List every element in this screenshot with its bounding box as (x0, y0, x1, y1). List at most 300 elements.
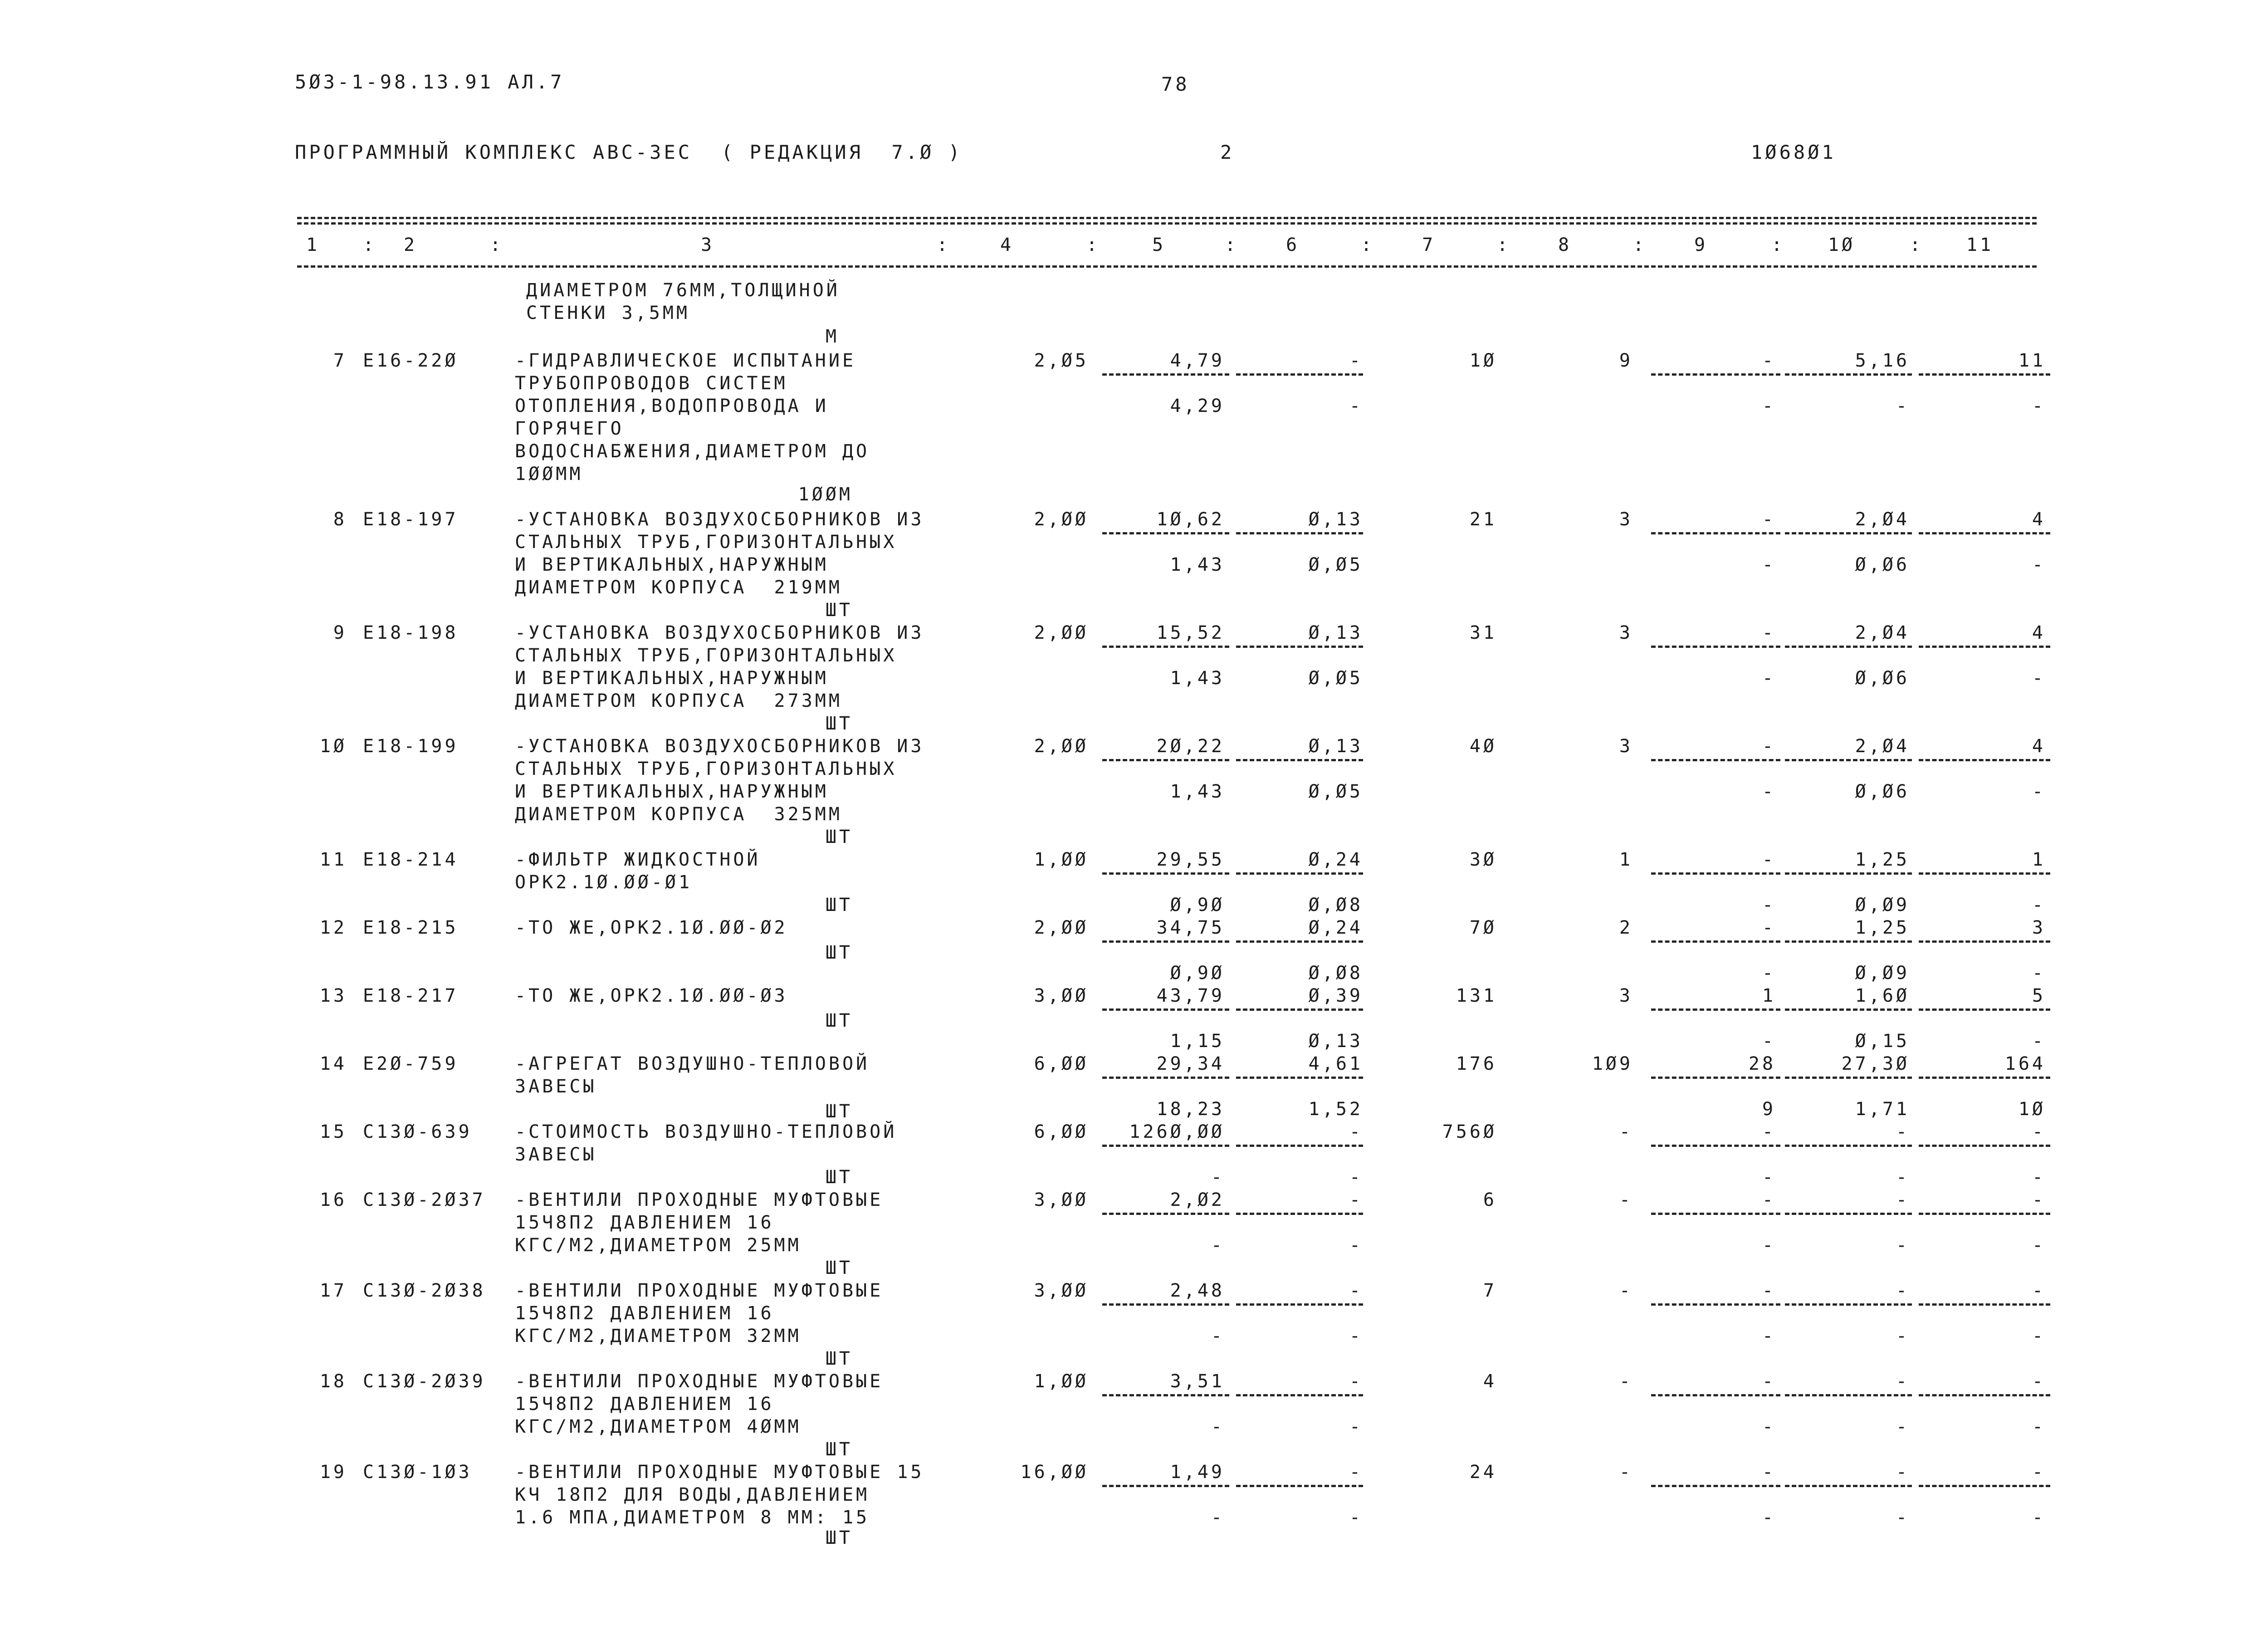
cell-col10-top: 2,Ø4 (1855, 509, 1910, 530)
cell-col5-top: 3,51 (1170, 1371, 1225, 1392)
cell-col7: 176 (1456, 1053, 1497, 1074)
row-description-line: СТАЛЬНЫХ ТРУБ,ГОРИЗОНТАЛЬНЫХ (515, 759, 897, 779)
cell-divider-rule (1236, 532, 1363, 534)
cell-divider-rule (1919, 1303, 2050, 1306)
cell-col5-top: 43,79 (1156, 985, 1225, 1006)
section-number: 2 (1220, 141, 1235, 163)
cell-col8: 3 (1619, 622, 1633, 643)
cell-col11-bottom: - (2032, 396, 2046, 416)
row-description-line: И ВЕРТИКАЛЬНЫХ,НАРУЖНЫМ (515, 668, 829, 689)
row-description-line: -ВЕНТИЛИ ПРОХОДНЫЕ МУФТОВЫЕ (515, 1280, 884, 1301)
cell-divider-rule (1102, 373, 1229, 376)
cell-divider-rule (1785, 646, 1912, 648)
cell-col11-top: - (2032, 1280, 2046, 1301)
cell-col11-top: 5 (2032, 985, 2046, 1006)
cell-divider-rule (1102, 940, 1229, 943)
cell-col6-top: - (1349, 1280, 1363, 1301)
cell-col9-bottom: - (1762, 554, 1776, 575)
cell-col9-bottom: - (1762, 1326, 1776, 1346)
cell-divider-rule (1785, 373, 1912, 376)
page-number: 78 (1161, 73, 1190, 95)
cell-col6-top: - (1349, 350, 1363, 371)
cell-col10-top: - (1896, 1121, 1910, 1142)
row-unit: ШТ (825, 1101, 853, 1122)
cell-col5-top: 2Ø,22 (1156, 736, 1225, 757)
cell-col6-top: Ø,13 (1308, 622, 1363, 643)
cell-col11-bottom: - (2032, 963, 2046, 984)
program-title: ПРОГРАММНЫЙ КОМПЛЕКС АВС-3ЕС (295, 141, 693, 163)
row-description-line: 1ØØММ (515, 464, 583, 485)
cell-col6-bottom: - (1349, 396, 1363, 416)
row-unit: ШТ (825, 1258, 853, 1278)
cell-divider-rule (1651, 1303, 1780, 1306)
row-code: Е18-199 (363, 736, 459, 757)
cell-col11-top: 4 (2032, 622, 2046, 643)
cell-divider-rule (1651, 940, 1780, 943)
cell-divider-rule (1102, 1485, 1229, 1487)
column-separator: : (490, 235, 504, 255)
cell-col9-top: - (1762, 1371, 1776, 1392)
row-number: 17 (319, 1280, 347, 1301)
cell-divider-rule (1236, 1077, 1363, 1079)
row-code: Е16-22Ø (363, 350, 459, 371)
row-unit: ШТ (825, 942, 853, 963)
cell-divider-rule (1785, 940, 1912, 943)
row-description-line: ДИАМЕТРОМ КОРПУСА 273ММ (515, 690, 842, 711)
cell-col8: 9 (1619, 350, 1633, 371)
cell-col8: 3 (1619, 509, 1633, 530)
cell-divider-rule (1785, 759, 1912, 761)
row-number: 1Ø (319, 736, 347, 757)
cell-col9-top: - (1762, 622, 1776, 643)
row-description-line: -СТОИМОСТЬ ВОЗДУШНО-ТЕПЛОВОЙ (515, 1121, 897, 1142)
cell-col10-bottom: - (1896, 1326, 1910, 1346)
cell-divider-rule (1102, 1008, 1229, 1011)
column-separator: : (1225, 235, 1239, 255)
cell-divider-rule (1919, 373, 2050, 376)
cell-col8: 1 (1619, 849, 1633, 870)
cell-col6-bottom: Ø,Ø5 (1308, 668, 1363, 689)
column-separator: : (1497, 235, 1511, 255)
cell-col9-top: 28 (1748, 1053, 1776, 1074)
row-number: 15 (319, 1121, 347, 1142)
cell-quantity: 2,ØØ (1034, 736, 1089, 757)
cell-col10-bottom: Ø,15 (1855, 1031, 1910, 1052)
row-description-line: ЗАВЕСЫ (515, 1076, 597, 1097)
cell-quantity: 3,ØØ (1034, 985, 1089, 1006)
cell-col9-bottom: - (1762, 963, 1776, 984)
column-separator: : (1910, 235, 1924, 255)
cell-col5-bottom: 4,29 (1170, 396, 1225, 416)
row-description-line: -УСТАНОВКА ВОЗДУХОСБОРНИКОВ ИЗ (515, 622, 924, 643)
row-description-line: -УСТАНОВКА ВОЗДУХОСБОРНИКОВ ИЗ (515, 509, 924, 530)
column-separator: : (1361, 235, 1375, 255)
row-unit: ШТ (825, 1527, 853, 1548)
cell-col10-top: - (1896, 1280, 1910, 1301)
continuation-line: СТЕНКИ 3,5ММ (526, 303, 690, 323)
cell-col6-bottom: Ø,13 (1308, 1031, 1363, 1052)
cell-col11-bottom: - (2032, 781, 2046, 802)
row-description-line: ЗАВЕСЫ (515, 1144, 597, 1165)
row-code: Е2Ø-759 (363, 1053, 459, 1074)
cell-col5-bottom: - (1211, 1326, 1225, 1346)
cell-col9-top: - (1762, 1190, 1776, 1210)
column-separator: : (937, 235, 951, 255)
cell-col5-bottom: - (1211, 1235, 1225, 1256)
cell-divider-rule (1919, 940, 2050, 943)
row-number: 19 (319, 1462, 347, 1483)
column-number: 6 (1286, 235, 1300, 255)
cell-divider-rule (1102, 872, 1229, 875)
cell-divider-rule (1651, 872, 1780, 875)
column-separator: : (1086, 235, 1100, 255)
cell-col10-bottom: - (1896, 396, 1910, 416)
cell-col11-bottom: - (2032, 1507, 2046, 1528)
row-unit: 1ØØМ (798, 484, 853, 505)
cell-col5-bottom: - (1211, 1507, 1225, 1528)
cell-col5-top: 4,79 (1170, 350, 1225, 371)
cell-divider-rule (1651, 1008, 1780, 1011)
cell-divider-rule (1785, 1213, 1912, 1215)
cell-col9-bottom: - (1762, 396, 1776, 416)
row-number: 8 (333, 509, 347, 530)
row-description-line: -ТО ЖЕ,ОРК2.1Ø.ØØ-Ø3 (515, 985, 788, 1006)
cell-col6-bottom: - (1349, 1235, 1363, 1256)
cell-col6-top: 4,61 (1308, 1053, 1363, 1074)
cell-divider-rule (1236, 1008, 1363, 1011)
column-number: 1Ø (1828, 235, 1856, 255)
cell-divider-rule (1102, 1394, 1229, 1396)
header-rule-top-2 (297, 222, 2037, 225)
row-description-line: -УСТАНОВКА ВОЗДУХОСБОРНИКОВ ИЗ (515, 736, 924, 757)
row-description-line: ОРК2.1Ø.ØØ-Ø1 (515, 872, 693, 893)
cell-col10-top: 2,Ø4 (1855, 622, 1910, 643)
cell-col11-top: 4 (2032, 736, 2046, 757)
cell-col11-bottom: - (2032, 1235, 2046, 1256)
cell-col11-bottom: - (2032, 1031, 2046, 1052)
cell-divider-rule (1236, 373, 1363, 376)
row-number: 7 (333, 350, 347, 371)
cell-col6-top: - (1349, 1121, 1363, 1142)
cell-col6-bottom: - (1349, 1167, 1363, 1188)
row-description-line: -ВЕНТИЛИ ПРОХОДНЫЕ МУФТОВЫЕ (515, 1371, 884, 1392)
cell-col10-bottom: - (1896, 1167, 1910, 1188)
row-number: 18 (319, 1371, 347, 1392)
cell-col6-top: - (1349, 1371, 1363, 1392)
cell-divider-rule (1785, 532, 1912, 534)
cell-divider-rule (1919, 1008, 2050, 1011)
cell-col9-bottom: - (1762, 668, 1776, 689)
cell-col10-top: 2,Ø4 (1855, 736, 1910, 757)
cell-quantity: 2,ØØ (1034, 622, 1089, 643)
cell-col8: 2 (1619, 917, 1633, 938)
cell-divider-rule (1785, 1303, 1912, 1306)
row-unit: ШТ (825, 600, 853, 621)
row-description-line: 15Ч8П2 ДАВЛЕНИЕМ 16 (515, 1212, 774, 1233)
row-unit: ШТ (825, 895, 853, 915)
cell-col6-bottom: - (1349, 1507, 1363, 1528)
row-code: С13Ø-639 (363, 1121, 472, 1142)
cell-col5-bottom: 1,43 (1170, 668, 1225, 689)
cell-col10-bottom: - (1896, 1416, 1910, 1437)
continuation-unit: М (826, 326, 840, 347)
cell-divider-rule (1785, 872, 1912, 875)
cell-col9-top: - (1762, 849, 1776, 870)
cell-divider-rule (1102, 1213, 1229, 1215)
row-description-line: И ВЕРТИКАЛЬНЫХ,НАРУЖНЫМ (515, 554, 829, 575)
cell-col11-bottom: - (2032, 554, 2046, 575)
cell-col11-bottom: - (2032, 668, 2046, 689)
cell-col6-bottom: Ø,Ø8 (1308, 963, 1363, 984)
header-rule-bottom (297, 265, 2037, 268)
column-number: 8 (1558, 235, 1572, 255)
cell-divider-rule (1651, 532, 1780, 534)
cell-col5-top: 2,Ø2 (1170, 1190, 1225, 1210)
cell-col5-top: 1Ø,62 (1156, 509, 1225, 530)
cell-col8: - (1619, 1371, 1633, 1392)
cell-quantity: 6,ØØ (1034, 1121, 1089, 1142)
row-code: Е18-197 (363, 509, 459, 530)
cell-col7: 131 (1456, 985, 1497, 1006)
cell-col5-bottom: 1,43 (1170, 781, 1225, 802)
row-number: 11 (319, 849, 347, 870)
cell-quantity: 1,ØØ (1034, 849, 1089, 870)
cell-col10-bottom: Ø,Ø9 (1855, 895, 1910, 915)
cell-divider-rule (1651, 646, 1780, 648)
cell-col9-top: - (1762, 509, 1776, 530)
cell-col6-bottom: - (1349, 1326, 1363, 1346)
row-description-line: КГС/М2,ДИАМЕТРОМ 32ММ (515, 1326, 802, 1346)
cell-quantity: 16,ØØ (1020, 1462, 1089, 1483)
cell-col9-top: - (1762, 350, 1776, 371)
cell-col6-top: - (1349, 1190, 1363, 1210)
cell-col5-bottom: 1,15 (1170, 1031, 1225, 1052)
row-description-line: ТРУБОПРОВОДОВ СИСТЕМ (515, 373, 788, 394)
cell-divider-rule (1919, 1077, 2050, 1079)
cell-divider-rule (1785, 1485, 1912, 1487)
cell-divider-rule (1236, 759, 1363, 761)
cell-divider-rule (1236, 1394, 1363, 1396)
cell-col9-bottom: - (1762, 1167, 1776, 1188)
cell-col8: 1Ø9 (1592, 1053, 1633, 1074)
edition: ( РЕДАКЦИЯ 7.Ø ) (721, 141, 963, 163)
cell-col10-bottom: - (1896, 1235, 1910, 1256)
cell-col9-top: - (1762, 917, 1776, 938)
row-description-line: ГОРЯЧЕГО (515, 418, 624, 439)
cell-divider-rule (1102, 1077, 1229, 1079)
row-code: С13Ø-2Ø37 (363, 1190, 486, 1210)
cell-col9-bottom: - (1762, 1507, 1776, 1528)
cell-col5-top: 15,52 (1156, 622, 1225, 643)
cell-col7: 3Ø (1469, 849, 1497, 870)
column-separator: : (1771, 235, 1785, 255)
row-description-line: 15Ч8П2 ДАВЛЕНИЕМ 16 (515, 1303, 774, 1324)
cell-col7: 7Ø (1469, 917, 1497, 938)
cell-col11-top: 11 (2018, 350, 2046, 371)
cell-col10-bottom: - (1896, 1507, 1910, 1528)
cell-col7: 4 (1483, 1371, 1497, 1392)
cell-divider-rule (1919, 759, 2050, 761)
row-code: Е18-215 (363, 917, 459, 938)
cell-col7: 4Ø (1469, 736, 1497, 757)
cell-quantity: 2,ØØ (1034, 509, 1089, 530)
cell-col7: 21 (1469, 509, 1497, 530)
cell-col5-bottom: 1,43 (1170, 554, 1225, 575)
row-description-line: СТАЛЬНЫХ ТРУБ,ГОРИЗОНТАЛЬНЫХ (515, 645, 897, 666)
cell-col5-bottom: - (1211, 1167, 1225, 1188)
cell-col11-top: 3 (2032, 917, 2046, 938)
cell-divider-rule (1785, 1145, 1912, 1147)
cell-divider-rule (1236, 940, 1363, 943)
cell-divider-rule (1102, 1303, 1229, 1306)
row-number: 12 (319, 917, 347, 938)
cell-col10-top: - (1896, 1371, 1910, 1392)
row-unit: ШТ (825, 1439, 853, 1460)
cell-quantity: 2,ØØ (1034, 917, 1089, 938)
cell-col9-top: - (1762, 1121, 1776, 1142)
cell-col10-top: 5,16 (1855, 350, 1910, 371)
cell-col8: - (1619, 1462, 1633, 1483)
cell-col10-top: 1,25 (1855, 917, 1910, 938)
cell-col11-bottom: 1Ø (2018, 1099, 2046, 1120)
cell-col10-top: - (1896, 1190, 1910, 1210)
continuation-line: ДИАМЕТРОМ 76ММ,ТОЛЩИНОЙ (526, 280, 840, 301)
row-description-line: 1.6 МПА,ДИАМЕТРОМ 8 ММ: 15 (515, 1507, 870, 1528)
cell-divider-rule (1651, 1394, 1780, 1396)
row-number: 13 (319, 985, 347, 1006)
cell-col6-top: Ø,13 (1308, 509, 1363, 530)
row-code: Е18-217 (363, 985, 459, 1006)
cell-col7: 6 (1483, 1190, 1497, 1210)
column-number: 4 (1000, 235, 1014, 255)
cell-quantity: 2,Ø5 (1034, 350, 1089, 371)
cell-col6-top: - (1349, 1462, 1363, 1483)
cell-col9-top: - (1762, 1462, 1776, 1483)
cell-divider-rule (1236, 646, 1363, 648)
cell-col10-top: 1,6Ø (1855, 985, 1910, 1006)
cell-col10-top: 1,25 (1855, 849, 1910, 870)
cell-divider-rule (1102, 1145, 1229, 1147)
cell-col5-bottom: Ø,9Ø (1170, 895, 1225, 915)
row-unit: ШТ (825, 713, 853, 734)
cell-col6-bottom: Ø,Ø8 (1308, 895, 1363, 915)
row-number: 14 (319, 1053, 347, 1074)
cell-col6-bottom: 1,52 (1308, 1099, 1363, 1120)
column-number: 7 (1422, 235, 1436, 255)
cell-col10-top: 27,3Ø (1841, 1053, 1910, 1074)
cell-col6-bottom: - (1349, 1416, 1363, 1437)
row-description-line: -ВЕНТИЛИ ПРОХОДНЫЕ МУФТОВЫЕ 15 (515, 1462, 924, 1483)
cell-col11-top: 164 (2004, 1053, 2046, 1074)
cell-divider-rule (1236, 1145, 1363, 1147)
cell-divider-rule (1651, 373, 1780, 376)
row-description-line: ОТОПЛЕНИЯ,ВОДОПРОВОДА И (515, 396, 829, 416)
cell-col7: 31 (1469, 622, 1497, 643)
cell-divider-rule (1651, 1145, 1780, 1147)
cell-col11-top: 4 (2032, 509, 2046, 530)
row-description-line: -АГРЕГАТ ВОЗДУШНО-ТЕПЛОВОЙ (515, 1053, 870, 1074)
cell-col8: - (1619, 1190, 1633, 1210)
row-description-line: СТАЛЬНЫХ ТРУБ,ГОРИЗОНТАЛЬНЫХ (515, 532, 897, 553)
column-separator: : (363, 235, 377, 255)
cell-divider-rule (1236, 1303, 1363, 1306)
cell-quantity: 1,ØØ (1034, 1371, 1089, 1392)
cell-col11-bottom: - (2032, 1167, 2046, 1188)
cell-divider-rule (1785, 1008, 1912, 1011)
cell-divider-rule (1919, 532, 2050, 534)
row-code: Е18-214 (363, 849, 459, 870)
cell-divider-rule (1236, 1485, 1363, 1487)
column-number: 9 (1694, 235, 1708, 255)
cell-col7: 756Ø (1442, 1121, 1497, 1142)
row-code: С13Ø-1Ø3 (363, 1462, 472, 1483)
cell-quantity: 3,ØØ (1034, 1190, 1089, 1210)
cell-col6-bottom: Ø,Ø5 (1308, 554, 1363, 575)
cell-divider-rule (1785, 1394, 1912, 1396)
cell-divider-rule (1102, 532, 1229, 534)
cell-col11-top: - (2032, 1371, 2046, 1392)
cell-col9-top: 1 (1762, 985, 1776, 1006)
cell-col11-top: - (2032, 1121, 2046, 1142)
cell-col11-top: - (2032, 1190, 2046, 1210)
row-unit: ШТ (825, 1010, 853, 1031)
cell-col10-bottom: Ø,Ø6 (1855, 554, 1910, 575)
cell-col10-bottom: 1,71 (1855, 1099, 1910, 1120)
row-description-line: 15Ч8П2 ДАВЛЕНИЕМ 16 (515, 1394, 774, 1415)
row-description-line: ДИАМЕТРОМ КОРПУСА 219ММ (515, 577, 842, 598)
cell-col11-top: 1 (2032, 849, 2046, 870)
cell-col9-bottom: - (1762, 895, 1776, 915)
cell-divider-rule (1102, 759, 1229, 761)
row-unit: ШТ (825, 1167, 853, 1188)
cell-col10-bottom: Ø,Ø6 (1855, 781, 1910, 802)
row-code: Е18-198 (363, 622, 459, 643)
cell-col6-top: Ø,13 (1308, 736, 1363, 757)
cell-col7: 7 (1483, 1280, 1497, 1301)
cell-col5-top: 1,49 (1170, 1462, 1225, 1483)
cell-col5-bottom: - (1211, 1416, 1225, 1437)
cell-col10-top: - (1896, 1462, 1910, 1483)
row-description-line: -ТО ЖЕ,ОРК2.1Ø.ØØ-Ø2 (515, 917, 788, 938)
cell-quantity: 6,ØØ (1034, 1053, 1089, 1074)
cell-col8: 3 (1619, 736, 1633, 757)
cell-divider-rule (1919, 1145, 2050, 1147)
doc-code: 5Ø3-1-98.13.91 АЛ.7 (295, 71, 565, 93)
column-number: 1 (306, 235, 320, 255)
cell-divider-rule (1919, 1485, 2050, 1487)
cell-quantity: 3,ØØ (1034, 1280, 1089, 1301)
cell-col11-bottom: - (2032, 1326, 2046, 1346)
row-unit: ШТ (825, 827, 853, 847)
row-description-line: КГС/М2,ДИАМЕТРОМ 4ØММ (515, 1416, 802, 1437)
cell-col5-bottom: 18,23 (1156, 1099, 1225, 1120)
row-number: 9 (333, 622, 347, 643)
cell-col9-bottom: - (1762, 781, 1776, 802)
column-separator: : (1633, 235, 1647, 255)
cell-col7: 24 (1469, 1462, 1497, 1483)
cell-divider-rule (1785, 1077, 1912, 1079)
cell-col8: - (1619, 1121, 1633, 1142)
cell-divider-rule (1236, 872, 1363, 875)
cell-col10-bottom: Ø,Ø9 (1855, 963, 1910, 984)
cell-col8: - (1619, 1280, 1633, 1301)
cell-col6-bottom: Ø,Ø5 (1308, 781, 1363, 802)
cell-col9-top: - (1762, 1280, 1776, 1301)
cell-col5-top: 29,55 (1156, 849, 1225, 870)
cell-divider-rule (1651, 1077, 1780, 1079)
cell-col6-top: Ø,39 (1308, 985, 1363, 1006)
column-number: 11 (1966, 235, 1994, 255)
